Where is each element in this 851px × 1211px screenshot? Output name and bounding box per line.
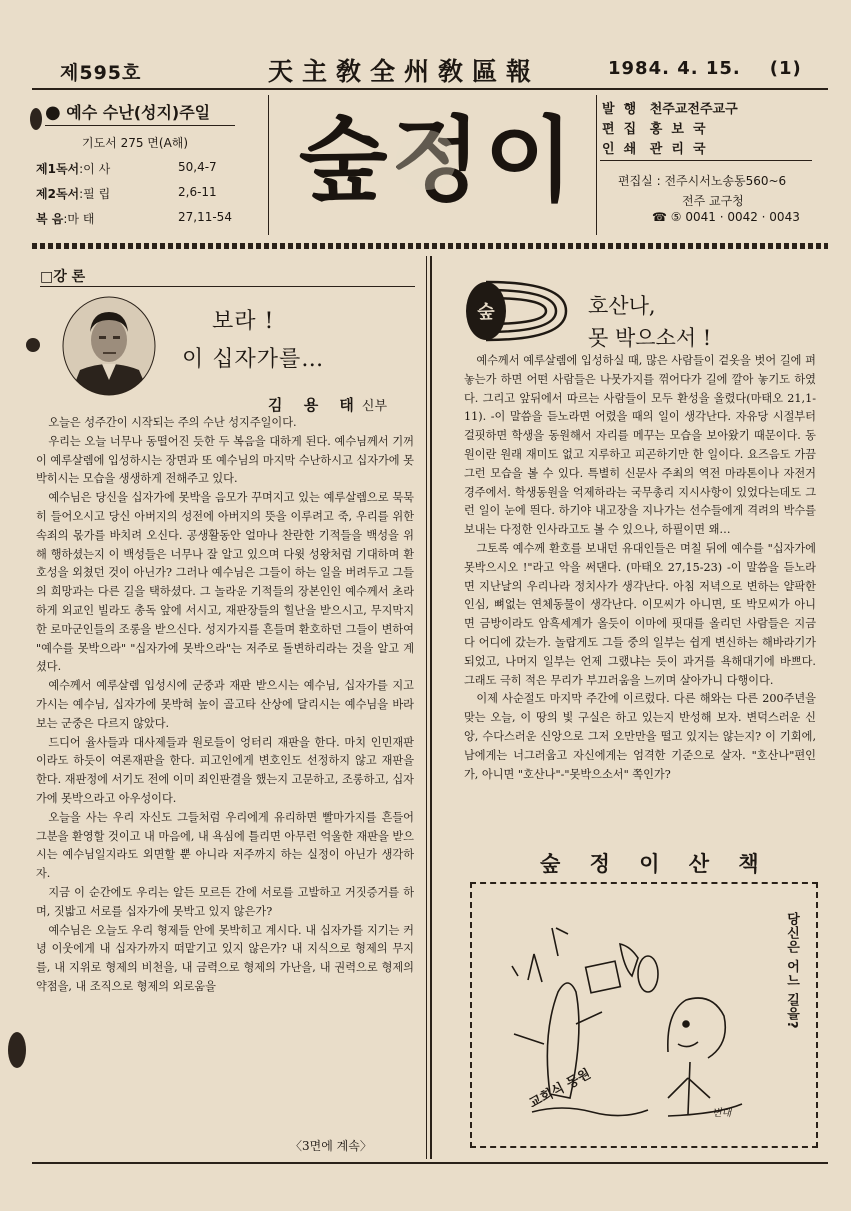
ink-stain: [26, 338, 40, 352]
column-logo-char: 숲: [477, 302, 495, 323]
publisher-row: 발 행 천주교전주교구: [602, 102, 738, 117]
editorial-paragraph: 오늘을 사는 우리 자신도 그들처럼 우리에게 유리하면 빨마가지를 흔들어 그분을 환영할 것이고 내 마음에, 내 욕심에 틀리면 아무런 억울한 재판을 받으시는 예수님일지라도 외면할 뿐 아니라 저주까지 하는 실정이 아닌가 생각하자.: [36, 810, 414, 881]
column-title: [588, 290, 711, 354]
masthead-divider-right: [596, 95, 597, 235]
reading-2: 제2독서:필 립 2,6-11: [36, 185, 217, 201]
column-paragraph: 그토록 예수께 환호를 보내던 유대인들은 며칠 뒤에 예수를 "십자가에 못박으시오 !"라고 악을 써댄다. (마태오 27,15-23) -이 말씀을 듣노라면 지난날의 우리나라 정치사가 생각난다. 아침 저녁으로 변하는 얄팍한 인심, 뼈없는 연체동물이 생각난다. 이모씨가 아니면, 또 박모씨가 아니면 금방이라도 암흑세계가 올듯이 이마에 핏대를 올리던 사람들은 지금 다 어디에 갔는가. 놀랍게도 그들 중의 일부는 쉽게 변신하는 해바라기가 되었고, 나머지 일부는 언제 그랬냐는 듯이 과거를 욕해대기에 바쁘다. 그래도 극히 적은 무리가 부끄러움을 느끼며 살아가니 다행이다.: [464, 541, 816, 687]
editor-row: 편 집 홍 보 국: [602, 122, 706, 137]
footer-rule: [32, 1162, 828, 1164]
reading-gospel: 복 음:마 태 27,11-54: [36, 210, 232, 226]
paper-name: 天主敎全州敎區報: [268, 57, 541, 86]
column-paragraph: 이제 사순절도 마지막 주간에 이르렀다. 다른 해와는 다른 200주년을 맞는 오늘, 이 땅의 빛 구실은 하고 있는지 반성해 보자. 변덕스러운 신앙, 수다스러운 신앙으로 그저 오만만을 떨고 있지는 않는지? 이 기회에, 남에게는 너그러웁고 자신에게는 엄격한 기준으로 살자. "호산나"편인가, 아니면 "호산나"-"못박으소서" 쪽인가?: [464, 692, 816, 781]
editorial-paragraph: 예수님은 오늘도 우리 형제들 안에 못박히고 계시다. 내 십자가를 지기는 커녕 이웃에게 내 십자가까지 떠맡기고 있지 않은가? 내 지식으로 형제의 무지를, 내 지위로 형제의 비천을, 내 금력으로 형제의 가난을, 내 권력으로 형제의 약점을, 내 조직으로 형제의 외로움을: [36, 923, 414, 993]
sunday-title: ● 예수 수난(성지)주일: [45, 102, 211, 123]
publisher-rule: [600, 160, 812, 161]
masthead-divider-left: [268, 95, 269, 235]
comic-title: 숲 정 이 산 책: [540, 852, 770, 876]
address-line-1: 편집실 : 전주시서노송동560~6: [618, 174, 787, 188]
ink-stain: [30, 108, 42, 130]
masthead-dashed-rule: [32, 243, 828, 249]
editorial-headline-2: 이 십자가를…: [182, 347, 325, 372]
continued-note: 〈3면에 계속〉: [290, 1139, 372, 1153]
sunday-title-rule: [45, 125, 235, 126]
comic-caption: 당신은 어느 길을?: [784, 912, 799, 1030]
column-divider: [430, 256, 432, 1159]
editorial-paragraph: 우리는 오늘 너무나 동떨어진 듯한 두 복음을 대하게 된다. 예수님께서 기꺼이 예루살렘에 입성하시는 장면과 또 예수님의 마지막 수난하시고 십자가에 못박히시는 모습을 생생하게 전해주고 있다.: [36, 434, 414, 486]
printer-row: 인 쇄 관 리 국: [602, 142, 706, 157]
masthead-rule: [32, 88, 828, 90]
editorial-author: 김 용 태신부: [268, 396, 388, 414]
column-logo-icon: [462, 276, 570, 346]
comic-drawing: [472, 884, 816, 1146]
editorial-headline-1: 보라 !: [212, 309, 275, 334]
prayer-book-ref: 기도서 275 면(A해): [82, 136, 189, 150]
column-paragraph: 예수께서 예루살렘에 입성하실 때, 많은 사람들이 겉옷을 벗어 길에 펴 놓는가 하면 어떤 사람들은 나뭇가지를 꺾어다가 길에 깔아 놓기도 하였다. 그리고 앞뒤에서 따르는 사람들이 모두 환성을 올렸다(마태오 21,1-11). -이 말씀을 듣노라면 어렸을 때의 일이 생각난다. 자유당 시절부터 걸핏하면 학생을 동원해서 자리를 메꾸는 모습을 보아왔기 때문이다. 동원이란 원래 재미도 없고 지루하고 피곤하기만 한 일이다. 요즈음도 가끔 그런 모습을 볼 수 있다. 특별히 신문사 주최의 역전 마라톤이나 자전거 경주에서. 학생동원을 억제하라는 국무총리 지시사항이 있었다는데도 그런 일이 눈에 띈다. 하기야 내고장을 지나가는 선수들에게 격려의 박수를 보내는 다정한 인사라고도 볼 수 있으나, 하필이면 왜…: [464, 354, 816, 537]
column-body: [464, 352, 816, 838]
comic-sign-text: 교회식 동원: [526, 1066, 594, 1112]
comic-panel: [470, 882, 818, 1148]
author-portrait: [62, 296, 157, 396]
editorial-paragraph: 예수께서 예루살렘 입성시에 군중과 재판 받으시는 예수님, 십자가를 지고 가시는 예수님, 십자가에 못박혀 높이 골고타 산상에 달리시는 예수님을 바라보는 군중은 다르지 않았다.: [36, 679, 414, 730]
logo-text: 숲정이: [298, 107, 578, 210]
address-line-2: 전주 교구청: [682, 194, 744, 208]
newspaper-logo: [288, 100, 588, 210]
editorial-body: [36, 414, 414, 1134]
editorial-paragraph: 지금 이 순간에도 우리는 알든 모르든 간에 서로를 고발하고 거짓증거를 하며, 짓밟고 서로를 십자가에 못박고 있지 않은가?: [36, 885, 414, 918]
issue-number: 제595호: [60, 62, 142, 84]
editorial-label: □강 론: [40, 269, 86, 285]
phone-numbers: ☎ ⑤ 0041 · 0042 · 0043: [652, 210, 800, 224]
issue-date-page: 1984. 4. 15. (1): [608, 58, 802, 79]
reading-1: 제1독서:이 사 50,4-7: [36, 160, 217, 176]
comic-signature: 변대: [712, 1108, 732, 1119]
editorial-paragraph: 드디어 율사들과 대사제들과 원로들이 엉터리 재판을 한다. 마치 인민재판이라도 하듯이 여론재판을 한다. 피고인에게 변호인도 선정하지 않고 재판을 한다. 재판정에 서기도 전에 이미 죄인판결을 했는지 고문하고, 조롱하고, 십자가에 못박으라고 아우성이다.: [36, 735, 414, 805]
editorial-paragraph: 오늘은 성주간이 시작되는 주의 수난 성지주일이다.: [48, 416, 297, 429]
column-divider-inner: [426, 256, 427, 1159]
editorial-paragraph: 예수님은 당신을 십자가에 못박을 음모가 꾸며지고 있는 예루살렘으로 묵묵히 들어오시고 당신 아버지의 성전에 아버지의 뜻을 이루려고 죽, 우리를 위한 속죄의 몫가를 바치려 오신다. 공생활동안 얼마나 찬란한 기적들을 백성을 위해 행하셨는지 이 백성들은 너무나 잘 알고 있으며 다윗 성왕처럼 기대하며 환호성을 외쳤던 것이 아닌가? 그러나 예수님은 그들이 하는 일을 버려두고 그들의 희망과는 다른 길을 택하셨다. 그 놀라운 기적들의 장본인인 예수께서 초라하게 외교인 빌라도 총독 앞에 서시고, 재판장들의 힐난을 받으시고, 무지막지한 로마군인들의 조롱을 받으신다. 성지가지를 흔들며 환호하던 그들이 변하여 "예수를 못박으라" "십자가에 못박으라"는 저주로 돌변하리라는 것을 알고 계셨다.: [36, 491, 414, 674]
editorial-rule: [40, 286, 415, 287]
column-title-line-2: 못 박으소서 !: [588, 326, 712, 350]
ink-stain: [8, 1032, 26, 1068]
column-title-line-1: 호산나,: [588, 294, 656, 318]
